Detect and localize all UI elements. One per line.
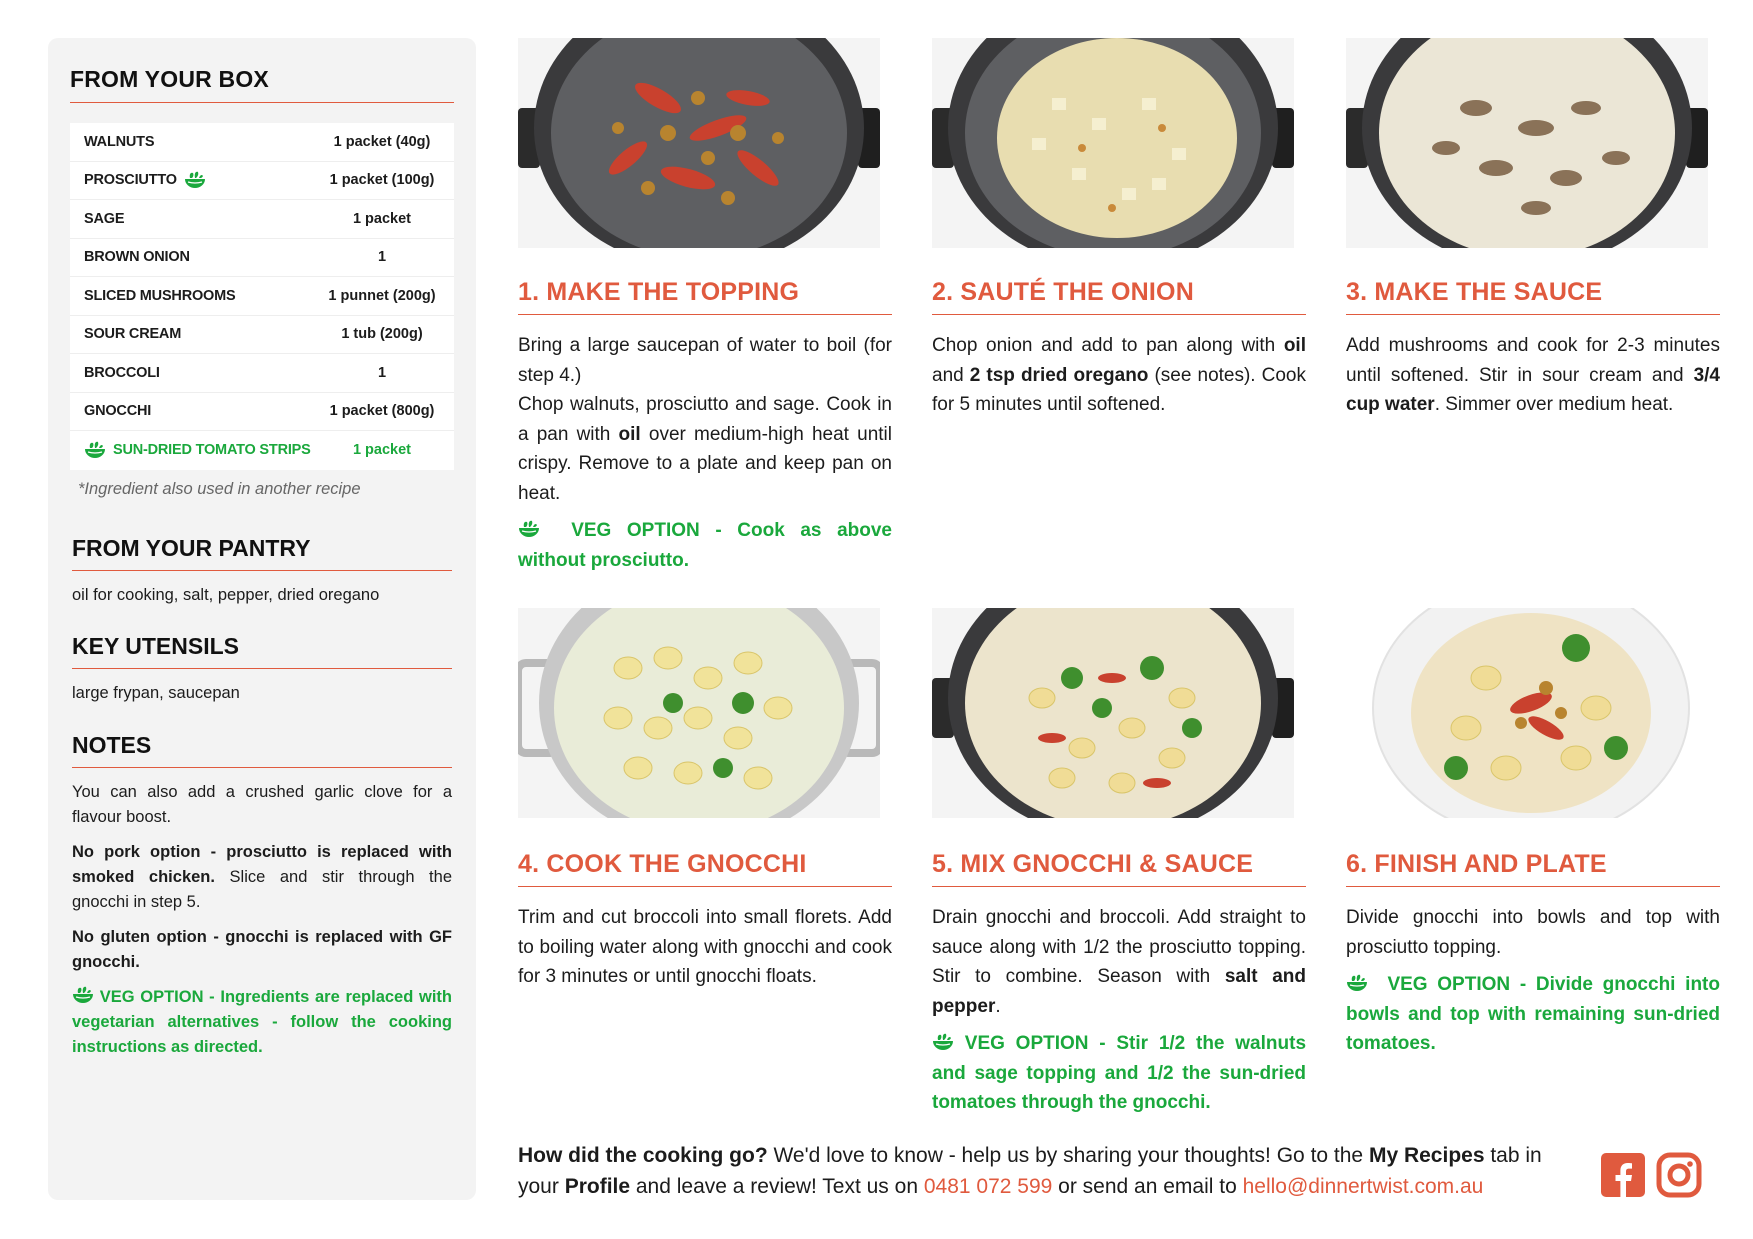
step-4-photo (518, 608, 880, 818)
ingredient-name-text: SAGE (84, 210, 125, 227)
step-1-bold-oil: oil (618, 423, 641, 445)
step-4 (518, 850, 892, 992)
step-2-bold-oil: oil (1283, 335, 1306, 356)
utensils-text: large frypan, saucepan (72, 684, 240, 703)
ingredient-quantity: 1 packet (800g) (329, 403, 435, 420)
salad-icon (932, 1032, 954, 1052)
ingredient-quantity: 1 packet (40g) (333, 133, 431, 150)
step-2-text-a: Chop onion and add to pan along with (932, 335, 1284, 356)
ingredient-name (84, 211, 124, 227)
note-no-gluten (72, 925, 452, 975)
step-2 (932, 278, 1306, 420)
instagram-icon[interactable] (1656, 1152, 1702, 1198)
phone-link[interactable]: 0481 072 599 (923, 1175, 1053, 1198)
step-1-veg-option (518, 516, 892, 575)
notes-heading: NOTES (72, 732, 452, 768)
step-1-text-c: over medium-high heat until crispy. Remove to a plate and keep pan on heat. (518, 423, 892, 504)
ingredient-row (70, 123, 454, 162)
email-link[interactable]: hello@dinnertwist.com.au (1242, 1175, 1484, 1198)
step-2-text-c: and (932, 364, 970, 386)
footer-question: How did the cooking go? (518, 1144, 768, 1167)
ingredient-name (84, 326, 181, 342)
ingredient-name (84, 403, 151, 419)
salad-icon (1346, 973, 1368, 993)
note-no-pork-text: Slice and stir through the gnocchi in step 5. (72, 868, 452, 911)
ingredient-row (70, 162, 454, 201)
ingredient-row (70, 431, 454, 470)
ingredient-quantity: 1 packet (100g) (329, 172, 435, 189)
ingredient-name (84, 170, 206, 190)
step-6 (1346, 850, 1720, 1059)
step-2-instructions (932, 331, 1306, 420)
from-your-pantry-heading: FROM YOUR PANTRY (72, 535, 452, 571)
ingredient-name-text: SOUR CREAM (84, 326, 182, 343)
from-your-box-heading: FROM YOUR BOX (70, 66, 454, 103)
step-1-text-a: Bring a large saucepan of water to boil (for step 4.) (518, 335, 892, 386)
ingredient-name-text: BROCCOLI (84, 364, 160, 381)
ingredient-quantity: 1 (377, 364, 387, 381)
step-5-text-c: . (995, 995, 1001, 1017)
step-1 (518, 278, 892, 575)
step-6-veg-text: VEG OPTION - Divide gnocchi into bowls and top with remaining sun-dried tomatoes. (1346, 974, 1720, 1054)
step-3-text-a: Add mushrooms and cook for 2-3 minutes until softened. Stir in sour cream and (1346, 335, 1720, 386)
step-2-photo (932, 38, 1294, 248)
ingredient-footnote: *Ingredient also used in another recipe (78, 479, 361, 498)
step-3-text-c: . Simmer over medium heat. (1434, 394, 1674, 415)
ingredient-name-text: BROWN ONION (84, 249, 190, 266)
step-5 (932, 850, 1306, 1118)
ingredient-name-text: SUN-DRIED TOMATO STRIPS (113, 442, 311, 459)
step-6-photo (1346, 608, 1708, 818)
footer-text-1: We'd love to know - help us by sharing your thoughts! Go to the (767, 1144, 1369, 1167)
salad-icon (518, 519, 540, 539)
step-1-title: 1. MAKE THE TOPPING (518, 278, 892, 315)
step-1-veg-text: VEG OPTION - Cook as above without prosciutto. (518, 520, 892, 571)
ingredient-name (84, 440, 311, 460)
step-3-title: 3. MAKE THE SAUCE (1346, 278, 1720, 315)
step-3 (1346, 278, 1720, 420)
ingredient-name-text: PROSCIUTTO (84, 172, 177, 189)
ingredient-row (70, 316, 454, 355)
ingredient-row (70, 277, 454, 316)
ingredient-quantity: 1 packet (352, 210, 412, 227)
notes-list (70, 780, 454, 1060)
step-5-photo (932, 608, 1294, 818)
note-no-pork-bold: No pork option - prosciutto is replaced with smoked chicken. (72, 843, 452, 886)
step-5-veg-text: VEG OPTION - Stir 1/2 the walnuts and sage topping and 1/2 the sun-dried tomatoes through the gnocchi. (932, 1033, 1307, 1113)
salad-icon (184, 170, 206, 190)
feedback-footer (518, 1140, 1578, 1202)
step-1-text-b: Chop walnuts, prosciutto and sage. Cook in a pan with (518, 394, 892, 445)
step-3-instructions (1346, 331, 1720, 420)
step-5-title: 5. MIX GNOCCHI & SAUCE (932, 850, 1306, 887)
note-no-gluten-bold: No gluten option - gnocchi is replaced with GF gnocchi. (72, 928, 452, 971)
ingredient-quantity: 1 punnet (200g) (328, 287, 436, 304)
step-1-photo (518, 38, 880, 248)
ingredient-row (70, 393, 454, 432)
note-veg-option (72, 985, 452, 1060)
step-1-instructions (518, 331, 892, 508)
footer-my-recipes: My Recipes (1368, 1144, 1485, 1167)
step-5-veg-option (932, 1029, 1306, 1118)
step-6-veg-option (1346, 970, 1720, 1059)
step-2-title: 2. SAUTÉ THE ONION (932, 278, 1306, 315)
step-5-text-a: Drain gnocchi and broccoli. Add straight to sauce along with 1/2 the prosciutto topping. Stir to combine. Season with (932, 907, 1306, 987)
note-garlic: You can also add a crushed garlic clove for a flavour boost. (72, 783, 452, 826)
step-4-title: 4. COOK THE GNOCCHI (518, 850, 892, 887)
salad-icon (84, 440, 106, 460)
note-veg-text: VEG OPTION - Ingredients are replaced with vegetarian alternatives - follow the cooking instructions as directed. (72, 988, 452, 1056)
ingredient-name (84, 249, 190, 265)
pantry-text: oil for cooking, salt, pepper, dried oregano (72, 585, 380, 604)
facebook-icon[interactable] (1600, 1152, 1646, 1198)
step-3-bold-water: 3/4 cup water (1346, 364, 1720, 415)
footer-text-2: tab in your (518, 1144, 1542, 1198)
footer-text-4: or send an email to (1052, 1175, 1243, 1198)
step-5-bold-seasoning: salt and pepper (932, 966, 1306, 1017)
salad-icon (72, 985, 94, 1005)
key-utensils-heading: KEY UTENSILS (72, 633, 452, 669)
ingredient-name-text: GNOCCHI (84, 403, 152, 420)
footer-profile: Profile (564, 1175, 631, 1198)
step-5-instructions (932, 903, 1306, 1021)
step-6-instructions: Divide gnocchi into bowls and top with prosciutto topping. (1346, 907, 1720, 958)
ingredient-name-text: SLICED MUSHROOMS (84, 287, 236, 304)
step-2-text-e: (see notes). Cook for 5 minutes until softened. (932, 364, 1306, 415)
ingredient-name (84, 288, 235, 304)
step-4-instructions: Trim and cut broccoli into small florets. Add to boiling water along with gnocchi and cook for 3 minutes or until gnocchi floats. (518, 907, 892, 987)
ingredients-panel (48, 38, 476, 1200)
ingredient-row (70, 239, 454, 278)
step-3-photo (1346, 38, 1708, 248)
ingredients-table (70, 123, 454, 470)
ingredient-row (70, 354, 454, 393)
step-2-bold-oregano: 2 tsp dried oregano (969, 364, 1149, 386)
ingredient-quantity: 1 tub (200g) (341, 326, 423, 343)
footer-text-3: and leave a review! Text us on (630, 1175, 924, 1198)
ingredient-quantity: 1 (377, 249, 387, 266)
ingredient-name-text: WALNUTS (84, 133, 155, 150)
ingredient-name (84, 134, 154, 150)
note-no-pork (72, 840, 452, 915)
step-6-title: 6. FINISH AND PLATE (1346, 850, 1720, 887)
ingredient-name (84, 365, 160, 381)
ingredient-quantity: 1 packet (352, 442, 412, 459)
ingredient-row (70, 200, 454, 239)
